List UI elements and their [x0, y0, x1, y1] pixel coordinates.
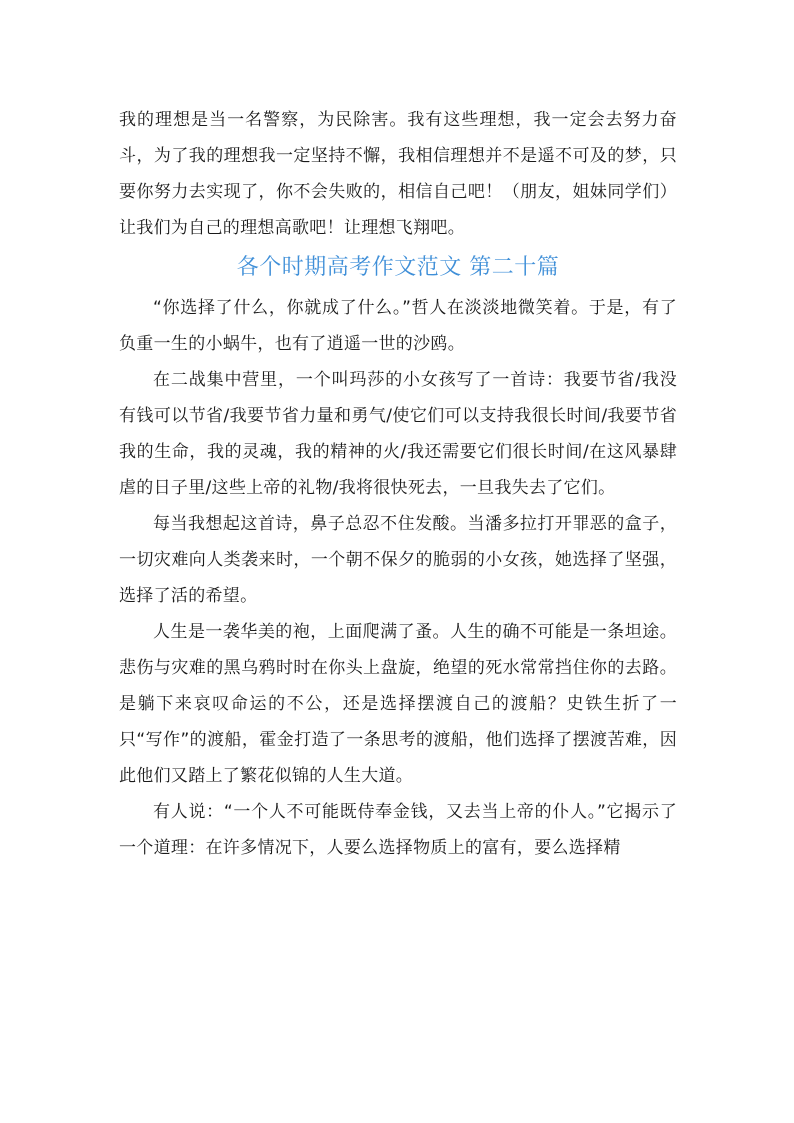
paragraph-2: 在二战集中营里，一个叫玛莎的小女孩写了一首诗：我要节省/我没有钱可以节省/我要节省力量和勇气/使它们可以支持我很长时间/我要节省我的生命，我的灵魂，我的精神的火/我还需要它们很长时间/在这风暴肆虐的日子里/这些上帝的礼物/我将很快死去，一旦我失去了它们。: [119, 370, 677, 498]
intro-paragraph: 我的理想是当一名警察，为民除害。我有这些理想，我一定会去努力奋斗，为了我的理想我一定坚持不懈，我相信理想并不是遥不可及的梦，只要你努力去实现了，你不会失败的，相信自己吧！（朋友，姐妹同学们）让我们为自己的理想高歌吧！让理想飞翔吧。: [119, 110, 677, 238]
paragraph-3: 每当我想起这首诗，鼻子总忍不住发酸。当潘多拉打开罪恶的盒子，一切灾难向人类袭来时，一个朝不保夕的脆弱的小女孩，她选择了坚强，选择了活的希望。: [119, 514, 677, 606]
paragraph-4: 人生是一袭华美的袍，上面爬满了蚤。人生的确不可能是一条坦途。悲伤与灾难的黑乌鸦时时在你头上盘旋，绝望的死水常常挡住你的去路。是躺下来哀叹命运的不公，还是选择摆渡自己的渡船？史铁生折了一只“写作”的渡船，霍金打造了一条思考的渡船，他们选择了摆渡苦难，因此他们又踏上了繁花似锦的人生大道。: [119, 622, 677, 786]
document-page: [119, 102, 677, 866]
paragraph-5: 有人说：“一个人不可能既侍奉金钱，又去当上帝的仆人。”它揭示了一个道理：在许多情况下，人要么选择物质上的富有，要么选择精: [119, 802, 677, 858]
section-heading: 各个时期高考作文范文 第二十篇: [236, 255, 560, 280]
paragraph-1: “你选择了什么，你就成了什么。”哲人在淡淡地微笑着。于是，有了负重一生的小蜗牛，也有了逍遥一世的沙鸥。: [119, 298, 677, 354]
